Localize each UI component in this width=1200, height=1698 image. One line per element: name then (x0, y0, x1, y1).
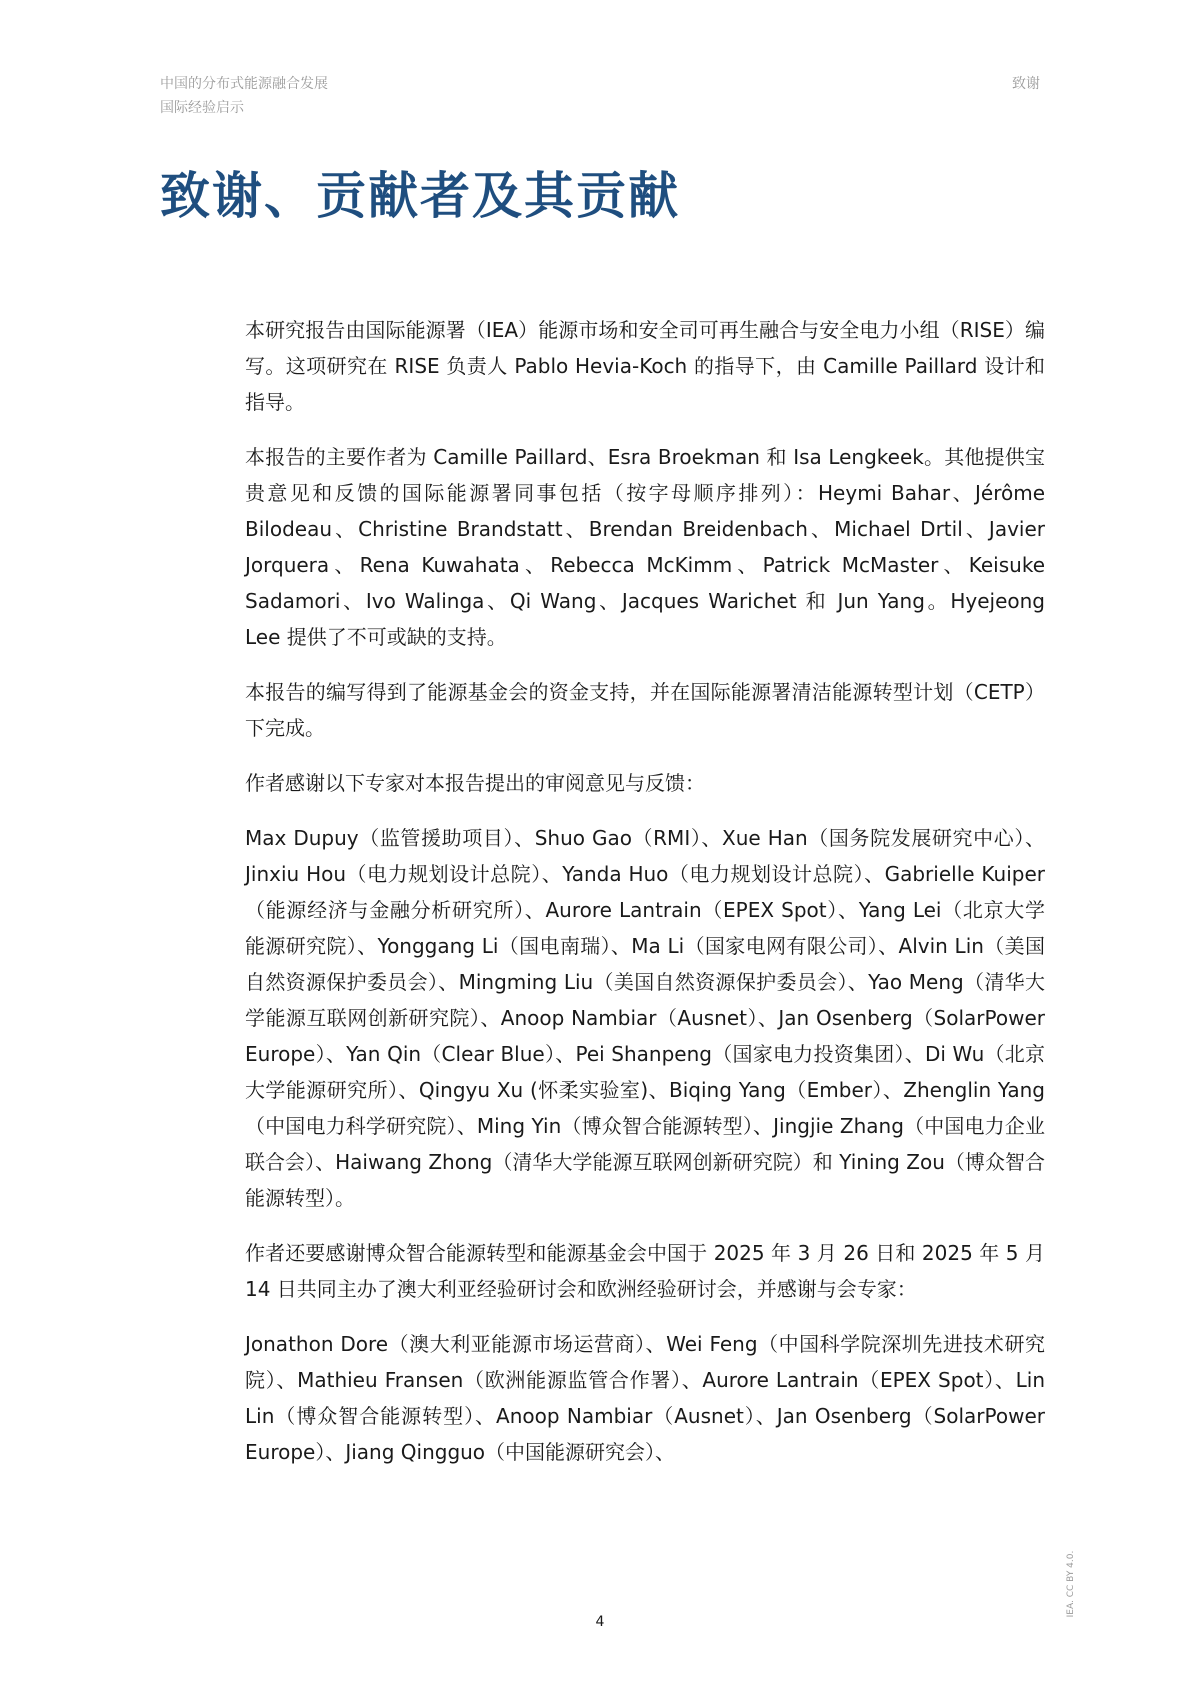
paragraph-workshops-intro: 作者还要感谢博众智合能源转型和能源基金会中国于 2025 年 3 月 26 日和 2025 年 5 月 14 日共同主办了澳大利亚经验研讨会和欧洲经验研讨会，并感谢与会专家： (245, 1241, 1045, 1301)
paragraph-workshop-experts: Jonathon Dore（澳大利亚能源市场运营商）、Wei Feng（中国科学院深圳先进技术研究院）、Mathieu Fransen（欧洲能源监管合作署）、Aurore Lantrain（EPEX Spot）、Lin Lin（博众智合能源转型）、Anoop Nambiar（Ausnet）、Jan Osenberg（SolarPower Europe）、Jiang Qingguo（中国能源研究会）、 (245, 1332, 1045, 1464)
report-subtitle: 国际经验启示 (160, 100, 244, 116)
acknowledgements-body (245, 312, 1045, 1489)
paragraph-reviewers-list: Max Dupuy（监管援助项目）、Shuo Gao（RMI）、Xue Han（国务院发展研究中心）、Jinxiu Hou（电力规划设计总院）、Yanda Huo（电力规划设计总院）、Gabrielle Kuiper（能源经济与金融分析研究所）、Aurore Lantrain（EPEX Spot）、Yang Lei（北京大学能源研究院）、Yonggang Li（国电南瑞）、Ma Li（国家电网有限公司）、Alvin Lin（美国自然资源保护委员会）、Mingming Liu（美国自然资源保护委员会）、Yao Meng（清华大学能源互联网创新研究院）、Anoop Nambiar（Ausnet）、Jan Osenberg（SolarPower Europe）、Yan Qin（Clear Blue）、Pei Shanpeng（国家电力投资集团）、Di Wu（北京大学能源研究所）、Qingyu Xu (怀柔实验室)、Biqing Yang（Ember）、Zhenglin Yang（中国电力科学研究院）、Ming Yin（博众智合能源转型）、Jingjie Zhang（中国电力企业联合会）、Haiwang Zhong（清华大学能源互联网创新研究院）和 Yining Zou（博众智合能源转型）。 (245, 826, 1045, 1210)
running-header (160, 72, 328, 120)
license-notice (1061, 1544, 1081, 1624)
section-label: 致谢 (1012, 76, 1040, 92)
page-number: 4 (595, 1614, 605, 1630)
page-title: 致谢、贡献者及其贡献 (160, 167, 680, 225)
report-title: 中国的分布式能源融合发展 (160, 76, 328, 92)
paragraph-main-authors: 本报告的主要作者为 Camille Paillard、Esra Broekman 和 Isa Lengkeek。其他提供宝贵意见和反馈的国际能源署同事包括（按字母顺序排列）：Heymi Bahar、Jérôme Bilodeau、Christine Brandstatt、Brendan Breidenbach、Michael Drtil、Javier Jorquera、Rena Kuwahata、Rebecca McKimm、Patrick McMaster、Keisuke Sadamori、Ivo Walinga、Qi Wang、Jacques Warichet 和 Jun Yang。Hyejeong Lee 提供了不可或缺的支持。 (245, 445, 1045, 649)
paragraph-authorship: 本研究报告由国际能源署（IEA）能源市场和安全司可再生融合与安全电力小组（RISE）编写。这项研究在 RISE 负责人 Pablo Hevia-Koch 的指导下，由 Camille Paillard 设计和指导。 (245, 318, 1045, 414)
license-text: IEA. CC BY 4.0. (1066, 1550, 1076, 1618)
paragraph-reviewers-intro: 作者感谢以下专家对本报告提出的审阅意见与反馈： (245, 771, 705, 795)
paragraph-funding: 本报告的编写得到了能源基金会的资金支持，并在国际能源署清洁能源转型计划（CETP）下完成。 (245, 680, 1045, 740)
